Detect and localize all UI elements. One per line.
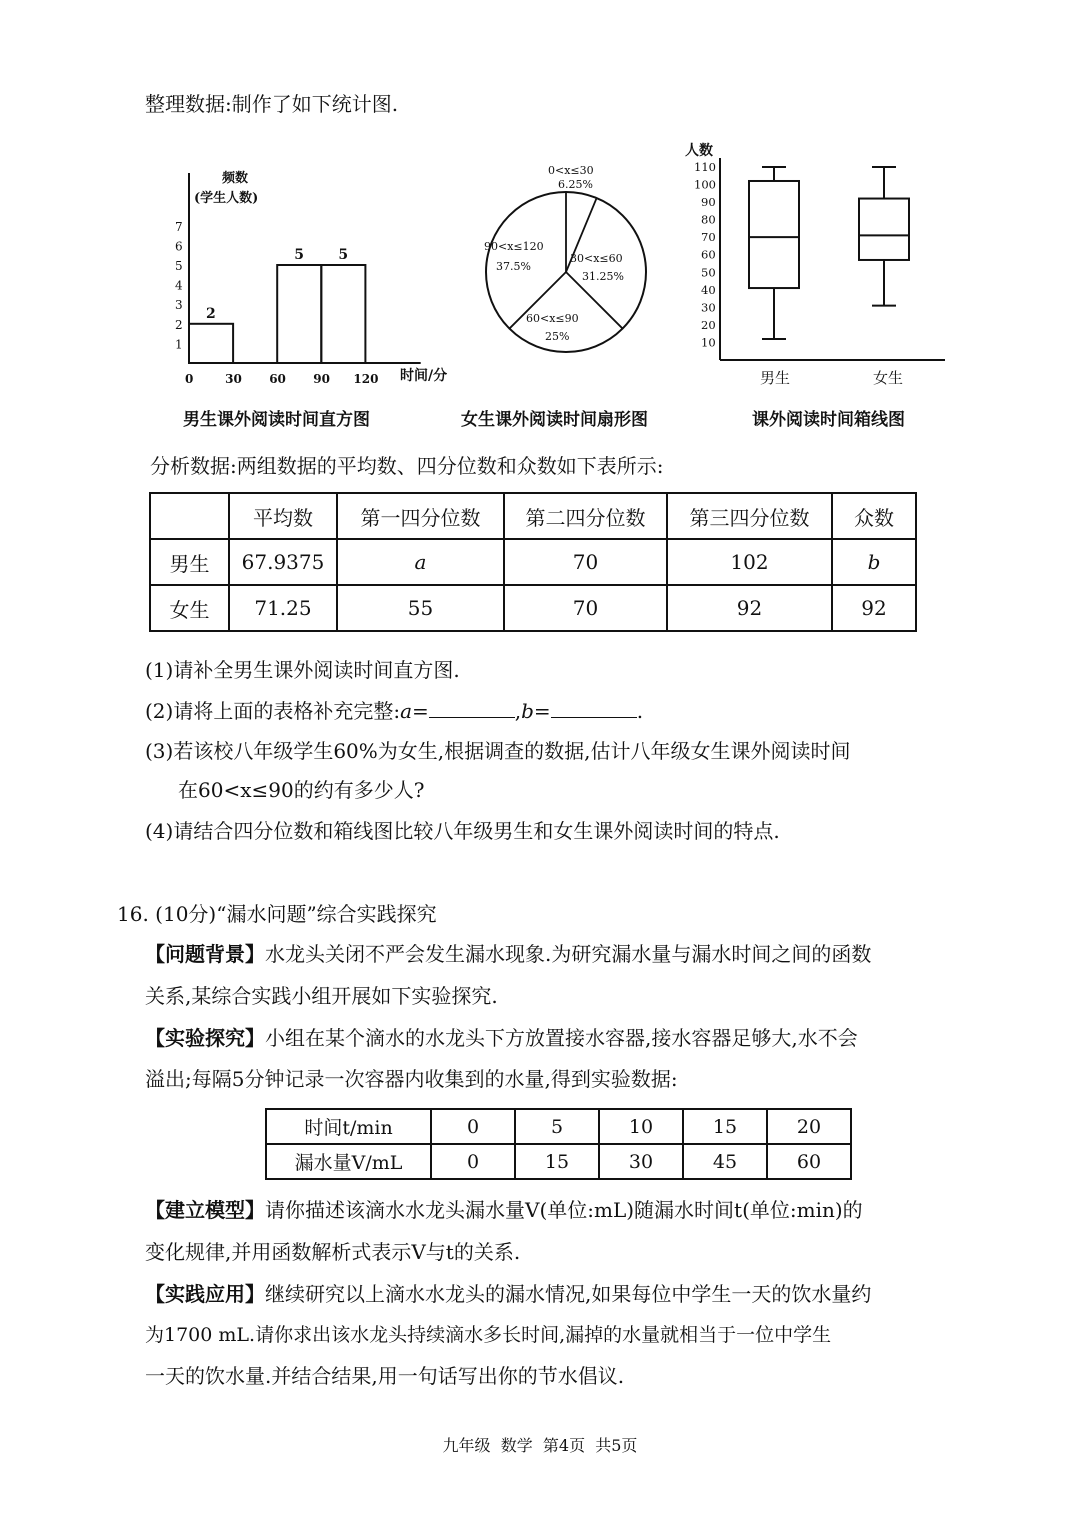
problem-16-heading <box>117 900 437 928</box>
table-cell: 55 <box>337 585 504 631</box>
background-line-1 <box>145 940 871 968</box>
question-2-prefix: (2)请将上面的表格补充完整: <box>145 699 401 723</box>
table-cell: 15 <box>515 1144 599 1179</box>
boxplot-y-tick-label: 80 <box>701 212 716 227</box>
experiment-tag: 【实验探究】 <box>145 1026 265 1050</box>
answer-blank-a[interactable] <box>429 699 515 718</box>
table-row <box>266 1144 851 1179</box>
histogram-y-tick-label: 1 <box>175 337 183 352</box>
application-line-1 <box>145 1280 871 1308</box>
pie-label-60-90-pct: 25% <box>545 330 570 343</box>
table-cell: a <box>337 539 504 585</box>
table-header-cell: 众数 <box>832 493 916 539</box>
table-cell: b <box>832 539 916 585</box>
table-cell: 71.25 <box>229 585 337 631</box>
application-line-2: 为1700 mL.请你求出该水龙头持续滴水多长时间,漏掉的水量就相当于一位中学生 <box>145 1324 832 1346</box>
histogram-y-tick-label: 3 <box>175 298 183 313</box>
question-2-a-label: a= <box>400 699 429 723</box>
table-row-label: 时间t/min <box>266 1109 431 1144</box>
pie-label-30-60-range: 30<x≤60 <box>570 252 623 265</box>
question-2-comma: , <box>514 699 522 723</box>
boxplot-caption: 课外阅读时间箱线图 <box>752 410 905 430</box>
boxplot-y-tick-label: 50 <box>701 265 716 280</box>
table-cell: 15 <box>683 1109 767 1144</box>
table-cell: 45 <box>683 1144 767 1179</box>
intro-text: 整理数据:制作了如下统计图. <box>145 92 399 116</box>
histogram-x-title: 时间/分 <box>400 368 448 384</box>
model-text: 请你描述该滴水水龙头漏水量V(单位:mL)随漏水时间t(单位:min)的 <box>265 1198 863 1222</box>
boxplot-box <box>749 181 799 288</box>
application-line-3: 一天的饮水量.并结合结果,用一句话写出你的节水倡议. <box>145 1364 625 1388</box>
boxplot-group-label-female: 女生 <box>873 369 904 387</box>
table-cell: 5 <box>515 1109 599 1144</box>
boxplot-y-title: 人数 <box>685 143 713 159</box>
histogram-y-tick-label: 2 <box>175 317 183 332</box>
histogram-y-tick-label: 7 <box>175 219 183 234</box>
boxplot-group-label-male: 男生 <box>760 369 791 387</box>
background-tag: 【问题背景】 <box>145 942 265 966</box>
pie-label-90-120-pct: 37.5% <box>496 260 531 273</box>
table-cell: 92 <box>667 585 832 631</box>
table-cell: 70 <box>504 539 667 585</box>
table-cell: 0 <box>431 1109 515 1144</box>
table-cell: 70 <box>504 585 667 631</box>
question-3-line-2: 在60<x≤90的约有多少人? <box>178 778 425 802</box>
histogram-caption: 男生课外阅读时间直方图 <box>183 410 370 430</box>
pie-label-90-120-range: 90<x≤120 <box>484 240 544 253</box>
application-tag: 【实践应用】 <box>145 1282 265 1306</box>
pie-label-0-30-range: 0<x≤30 <box>548 164 594 177</box>
histogram-x-tick-label: 120 <box>353 372 379 386</box>
boxplot-y-tick-label: 110 <box>694 159 716 174</box>
pie-label-60-90-range: 60<x≤90 <box>526 312 579 325</box>
table-cell: 0 <box>431 1144 515 1179</box>
problem-title: (10分)“漏水问题”综合实践探究 <box>155 902 437 926</box>
table-row <box>150 539 916 585</box>
answer-blank-b[interactable] <box>551 699 637 718</box>
problem-number: 16. <box>117 902 149 926</box>
table-cell: 67.9375 <box>229 539 337 585</box>
table-header-cell: 第一四分位数 <box>337 493 504 539</box>
histogram-bar <box>189 324 233 363</box>
experiment-text: 小组在某个滴水的水龙头下方放置接水容器,接水容器足够大,水不会 <box>265 1026 858 1050</box>
table-row <box>150 493 916 539</box>
application-text: 继续研究以上滴水水龙头的漏水情况,如果每位中学生一天的饮水量约 <box>265 1282 872 1306</box>
experiment-line-2: 溢出;每隔5分钟记录一次容器内收集到的水量,得到实验数据: <box>145 1067 678 1091</box>
histogram-x-tick-label: 60 <box>269 372 286 386</box>
boxplot-box <box>859 199 909 260</box>
table-header-cell <box>150 493 229 539</box>
table-cell: 60 <box>767 1144 851 1179</box>
background-text: 水龙头关闭不严会发生漏水现象.为研究漏水量与漏水时间之间的函数 <box>265 942 872 966</box>
leak-data-table <box>265 1108 852 1180</box>
table-cell: 女生 <box>150 585 229 631</box>
histogram-x-tick-label: 0 <box>185 372 194 386</box>
table-cell: 92 <box>832 585 916 631</box>
histogram-bar <box>321 265 365 363</box>
histogram-y-tick-label: 4 <box>175 278 183 293</box>
experiment-line-1 <box>145 1024 858 1052</box>
boxplot-y-tick-label: 60 <box>701 247 716 262</box>
table-row-label: 漏水量V/mL <box>266 1144 431 1179</box>
boxplot-chart <box>680 138 960 393</box>
table-cell: 20 <box>767 1109 851 1144</box>
table-header-cell: 第三四分位数 <box>667 493 832 539</box>
table-cell: 男生 <box>150 539 229 585</box>
page-footer: 九年级 数学 第4页 共5页 <box>442 1436 638 1455</box>
table-header-cell: 第二四分位数 <box>504 493 667 539</box>
table-cell: 30 <box>599 1144 683 1179</box>
boxplot-y-tick-label: 30 <box>701 300 716 315</box>
histogram-bar <box>277 265 321 363</box>
pie-chart <box>460 150 690 370</box>
stats-table <box>149 492 917 632</box>
boxplot-y-tick-label: 70 <box>701 230 716 245</box>
question-4: (4)请结合四分位数和箱线图比较八年级男生和女生课外阅读时间的特点. <box>145 819 780 843</box>
question-3-line-1: (3)若该校八年级学生60%为女生,根据调查的数据,估计八年级女生课外阅读时间 <box>145 739 851 763</box>
boxplot-y-tick-label: 90 <box>701 195 716 210</box>
pie-caption: 女生课外阅读时间扇形图 <box>461 410 648 430</box>
histogram-bar-label: 2 <box>206 305 216 322</box>
histogram-chart <box>160 160 460 440</box>
pie-label-30-60-pct: 31.25% <box>582 270 624 283</box>
analysis-intro: 分析数据:两组数据的平均数、四分位数和众数如下表所示: <box>150 454 664 478</box>
boxplot-y-tick-label: 100 <box>694 177 716 192</box>
histogram-bar-label: 5 <box>338 247 349 263</box>
model-line-2: 变化规律,并用函数解析式表示V与t的关系. <box>145 1240 521 1264</box>
table-header-cell: 平均数 <box>229 493 337 539</box>
histogram-y-subtitle: (学生人数) <box>194 191 259 206</box>
model-tag: 【建立模型】 <box>145 1198 265 1222</box>
histogram-bar-label: 5 <box>294 247 304 263</box>
table-row <box>266 1109 851 1144</box>
question-2-end: . <box>636 699 644 723</box>
question-2 <box>145 697 643 725</box>
histogram-y-tick-label: 6 <box>175 239 183 254</box>
histogram-x-tick-label: 30 <box>225 372 242 386</box>
question-2-b-label: b= <box>521 699 551 723</box>
boxplot-y-tick-label: 10 <box>701 335 716 350</box>
table-row <box>150 585 916 631</box>
table-cell: 102 <box>667 539 832 585</box>
boxplot-y-tick-label: 20 <box>701 317 716 332</box>
pie-label-0-30-pct: 6.25% <box>558 178 593 191</box>
histogram-y-tick-label: 5 <box>175 259 183 273</box>
boxplot-y-tick-label: 40 <box>701 282 716 297</box>
background-line-2: 关系,某综合实践小组开展如下实验探究. <box>145 984 498 1008</box>
histogram-x-tick-label: 90 <box>313 372 331 386</box>
histogram-y-title: 频数 <box>222 171 249 186</box>
question-1: (1)请补全男生课外阅读时间直方图. <box>145 658 460 682</box>
model-line-1 <box>145 1196 863 1224</box>
table-cell: 10 <box>599 1109 683 1144</box>
